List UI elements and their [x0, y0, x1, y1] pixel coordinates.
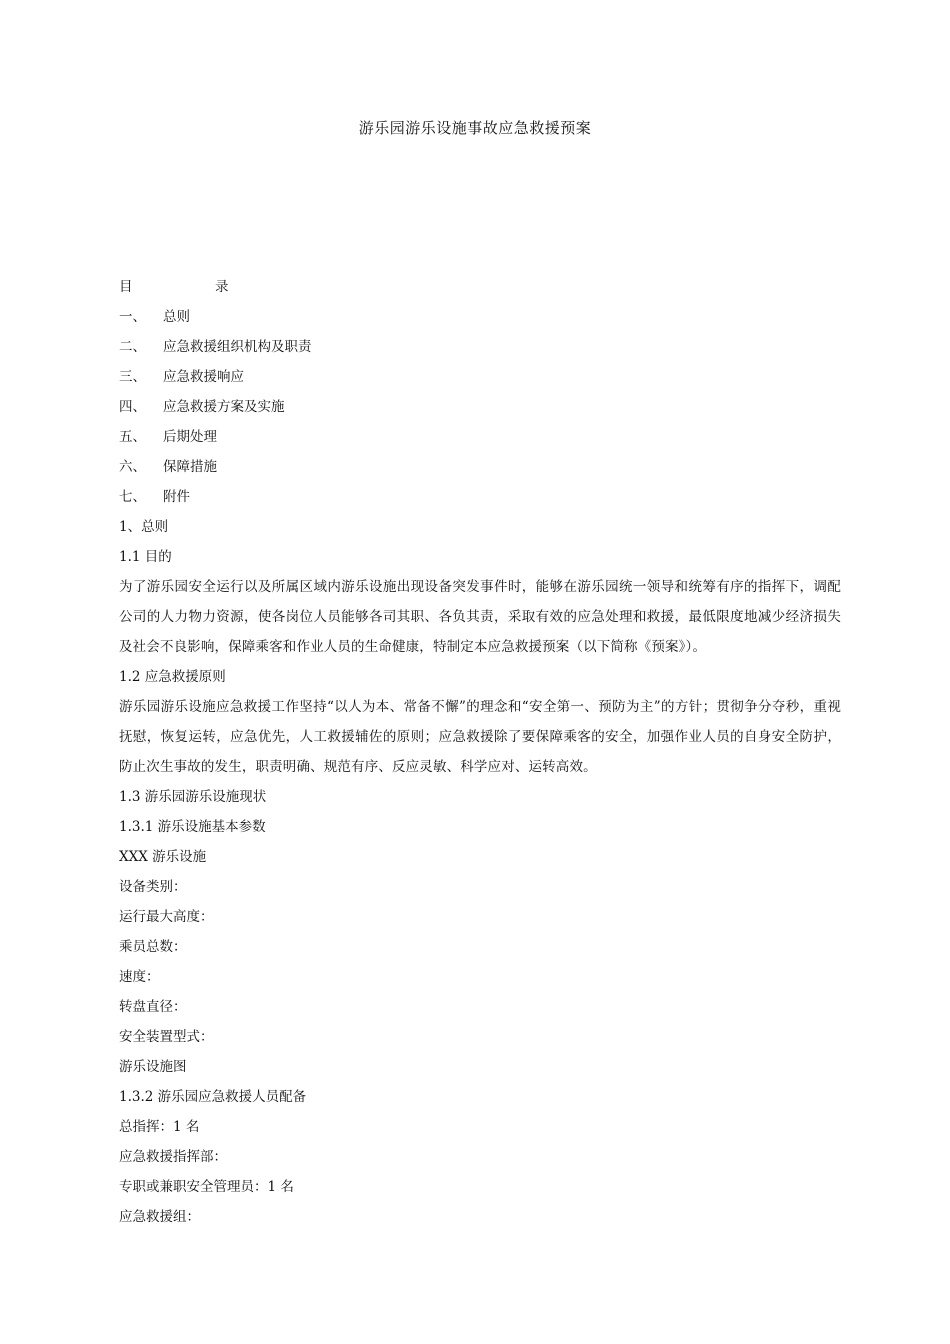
- toc-item-label: 应急救援方案及实施: [163, 399, 285, 415]
- toc-heading-right: 录: [215, 279, 229, 295]
- subsection-heading: 1.3.1 游乐设施基本参数: [119, 819, 266, 835]
- field-label: 速度：: [119, 969, 160, 985]
- toc-item-number: 一、: [119, 309, 146, 325]
- field-label: 转盘直径：: [119, 999, 187, 1015]
- toc-item-label: 应急救援响应: [163, 369, 244, 385]
- purpose-paragraph: 为了游乐园安全运行以及所属区域内游乐设施出现设备突发事件时，能够在游乐园统一领导和统筹有序的指挥下，调配公司的人力物力资源，使各岗位人员能够各司其职、各负其责，采取有效的应急处理和救援，最低限度地减少经济损失及社会不良影响，保障乘客和作业人员的生命健康，特制定本应急救援预案（以下简称《预案》）。: [119, 579, 841, 655]
- toc-item-label: 附件: [163, 489, 190, 505]
- toc-item-label: 应急救援组织机构及职责: [163, 339, 312, 355]
- toc-item-label: 保障措施: [163, 459, 217, 475]
- toc-item: [119, 452, 841, 482]
- staff-line: 应急救援组：: [119, 1209, 200, 1225]
- toc-heading-left: 目: [119, 279, 133, 295]
- field-label: 游乐设施图: [119, 1059, 187, 1075]
- toc-item: [119, 392, 841, 422]
- subsection-heading: 1.3 游乐园游乐设施现状: [119, 789, 267, 805]
- toc-item-label: 后期处理: [163, 429, 217, 445]
- section-heading: 1、总则: [119, 519, 169, 535]
- toc-item: [119, 482, 841, 512]
- document-title: 游乐园游乐设施事故应急救援预案: [358, 119, 592, 137]
- subsection-heading: 1.2 应急救援原则: [119, 669, 226, 685]
- toc-item: [119, 302, 841, 332]
- toc-heading: [119, 272, 841, 302]
- toc-item-number: 三、: [119, 369, 146, 385]
- device-name: XXX 游乐设施: [119, 849, 207, 865]
- toc-item-number: 六、: [119, 459, 146, 475]
- subsection-heading: 1.1 目的: [119, 549, 172, 565]
- toc-item-label: 总则: [163, 309, 190, 325]
- staff-line: 总指挥：1 名: [119, 1119, 200, 1135]
- field-label: 乘员总数：: [119, 939, 187, 955]
- toc-item-number: 五、: [119, 429, 146, 445]
- field-label: 安全装置型式：: [119, 1029, 214, 1045]
- toc-item-number: 七、: [119, 489, 146, 505]
- toc-item: [119, 362, 841, 392]
- subsection-heading: 1.3.2 游乐园应急救援人员配备: [119, 1089, 307, 1105]
- field-label: 运行最大高度：: [119, 909, 214, 925]
- toc-item: [119, 332, 841, 362]
- document-body: [119, 272, 841, 1232]
- staff-line: 应急救援指挥部：: [119, 1149, 227, 1165]
- staff-line: 专职或兼职安全管理员：1 名: [119, 1179, 294, 1195]
- toc-item-number: 四、: [119, 399, 146, 415]
- toc-item-number: 二、: [119, 339, 146, 355]
- principle-paragraph: 游乐园游乐设施应急救援工作坚持“以人为本、常备不懈”的理念和“安全第一、预防为主”的方针；贯彻争分夺秒，重视抚慰，恢复运转，应急优先，人工救援辅佐的原则；应急救援除了要保障乘客的安全，加强作业人员的自身安全防护，防止次生事故的发生，职责明确、规范有序、反应灵敏、科学应对、运转高效。: [119, 699, 841, 775]
- field-label: 设备类别：: [119, 879, 187, 895]
- toc-item: [119, 422, 841, 452]
